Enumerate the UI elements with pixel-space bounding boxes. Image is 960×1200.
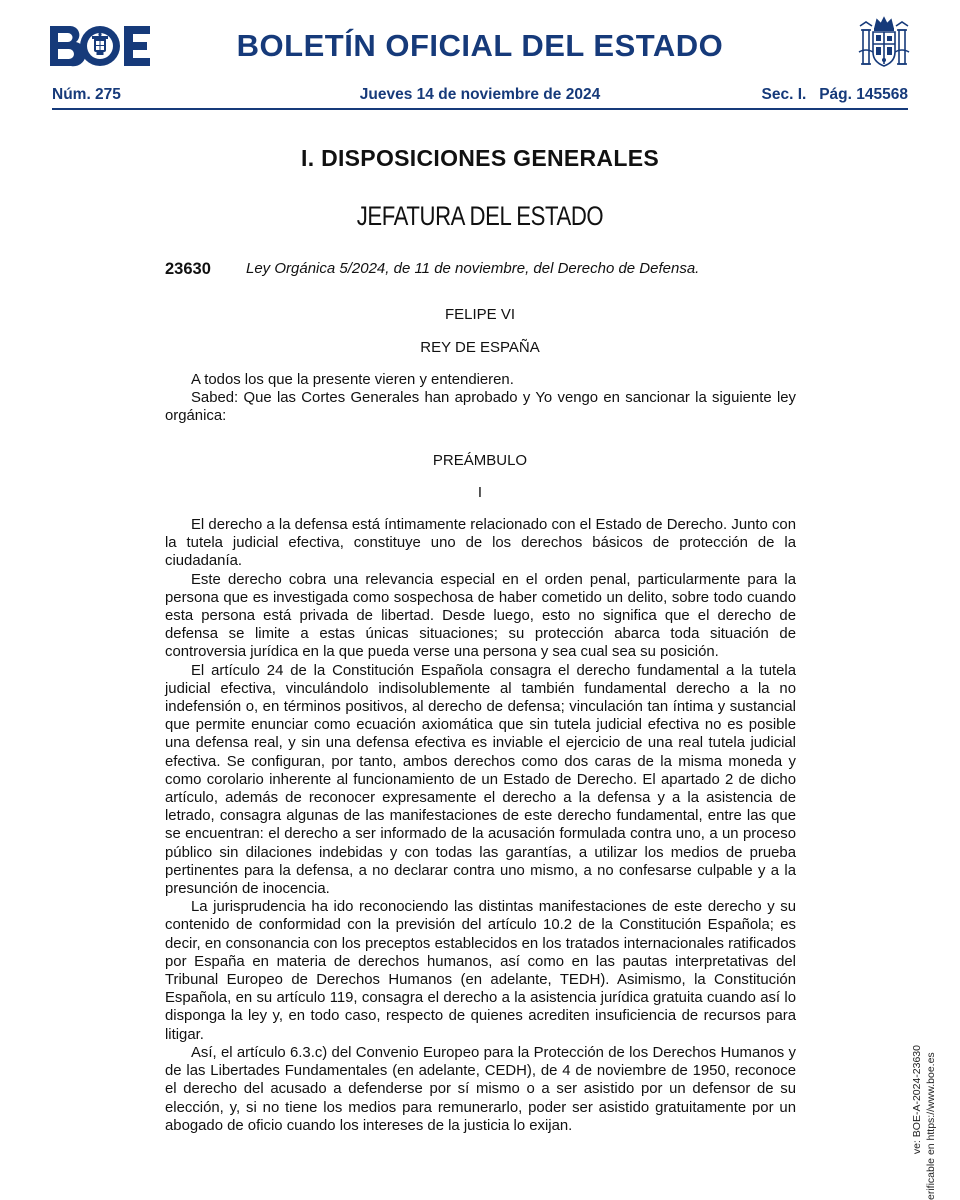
body-paragraph: Así, el artículo 6.3.c) del Convenio Europeo para la Protección de los Derechos Humanos y de las Libertades Fundamentales (en adelante, CEDH), de 4 de noviembre de 1950, reconoce el derecho del acusado a defenderse por sí mismo o a ser asistido por un defensor de su elección, y, si no tiene los medios para remunerarlo, poder ser asistido gratuitamente por un abogado de oficio cuando los intereses de la justicia lo exijan. xyxy=(165,1044,796,1134)
preamble-heading: PREÁMBULO xyxy=(432,452,528,469)
salutation-line: A todos los que la presente vieren y entendieren. xyxy=(191,372,514,388)
masthead xyxy=(0,0,960,110)
body-paragraph: Este derecho cobra una relevancia especial en el orden penal, particularmente para la persona que es investigada como sospechosa de haber cometido un delito, sobre todo cuando esta persona está privada de libertad. Desde luego, esto no significa que el derecho de defensa se limite a estas únicas situaciones; su protección abarca toda situación de controversia jurídica en la que pueda verse una persona y sea cual sea su posición. xyxy=(165,571,796,661)
issue-metadata-bar xyxy=(52,86,908,106)
issue-number: Núm. 275 xyxy=(52,86,121,103)
salutation xyxy=(165,371,796,426)
disposition-number: 23630 xyxy=(165,260,211,278)
body-paragraph: El derecho a la defensa está íntimamente relacionado con el Estado de Derecho. Junto con la tutela judicial efectiva, constituye uno de los derechos básicos de protección de la ciudadanía. xyxy=(165,517,796,570)
section-page: Sec. I. Pág. 145568 xyxy=(761,86,908,103)
salutation-line: Sabed: Que las Cortes Generales han aprobado y Yo vengo en sancionar la siguiente ley orgánica: xyxy=(165,390,796,425)
body-paragraph: La jurisprudencia ha ido reconociendo las distintas manifestaciones de este derecho y su contenido de conformidad con la previsión del artículo 10.2 de la Constitución Española; es decir, en consonancia con los preceptos establecidos en los tratados internacionales ratificados por España en materia de derechos humanos, así como en las pautas interpretativas del Tribunal Europeo de Derechos Humanos (en adelante, TEDH). Asimismo, la Constitución Española, en su artículo 119, consagra el derecho a la asistencia jurídica gratuita cuando así lo disponga la ley y, en todo caso, respecto de quienes acrediten insuficiencia de recursos para litigar. xyxy=(165,899,796,1043)
organization-title: JEFATURA DEL ESTADO xyxy=(356,201,604,231)
king-name: FELIPE VI xyxy=(444,306,516,323)
preamble-body xyxy=(165,516,796,1135)
disposition-title[interactable]: Ley Orgánica 5/2024, de 11 de noviembre, del Derecho de Defensa. xyxy=(246,260,700,277)
preamble-part-number: I xyxy=(477,484,483,501)
side-note-line: ve: BOE-A-2024-23630 xyxy=(911,1045,923,1155)
issue-date: Jueves 14 de noviembre de 2024 xyxy=(359,86,601,103)
site-title: BOLETÍN OFICIAL DEL ESTADO xyxy=(236,28,724,63)
coat-of-arms-icon xyxy=(858,14,910,70)
side-note-link[interactable]: erificable en https://www.boe.es xyxy=(925,1052,937,1200)
verification-side-note xyxy=(910,1045,950,1200)
body-paragraph: El artículo 24 de la Constitución Española consagra el derecho fundamental a la tutela judicial efectiva, vinculándolo indisolublemente al también fundamental derecho a la no indefensión o, en términos positivos, al derecho de defensa; vinculación tan íntima y sustancial que permite enunciar como ecuación axiomática que sin tutela judicial efectiva no es posible una defensa real, y sin una defensa efectiva es inviable el ejercicio de una real tutela judicial efectiva. Se configuran, por tanto, ambos derechos como dos caras de la misma moneda y como corolario inherente al funcionamiento de un Estado de Derecho. El apartado 2 de dicho artículo, además de reconocer expresamente el derecho a la defensa y a la asistencia de letrado, consagra algunas de las manifestaciones de este derecho fundamental, entre las que se encuentran: el derecho a ser informado de la acusación formulada contra uno, a un proceso público sin dilaciones indebidas y con todas las garantías, a utilizar los medios de prueba pertinentes para la defensa, a no declarar contra uno mismo, a no confesarse culpable y a la presunción de inocencia. xyxy=(165,662,796,898)
section-title: I. DISPOSICIONES GENERALES xyxy=(301,145,659,171)
header-rule xyxy=(52,108,908,110)
king-title: REY DE ESPAÑA xyxy=(420,339,540,356)
